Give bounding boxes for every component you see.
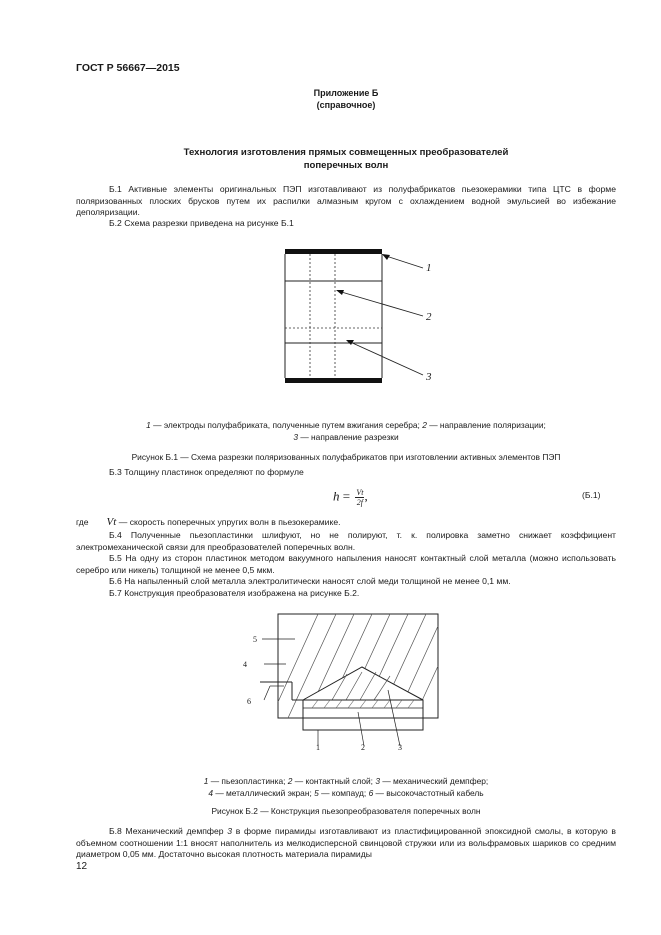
figure-b2-label-2: 2	[361, 743, 365, 752]
bottom-electrode	[285, 378, 382, 383]
formula-fraction: $\frac{Vt}{2f}$	[356, 488, 364, 507]
figure-b2-legend-line1: 1 — пьезопластинка; 2 — контактный слой; 3 — механический демпфер;	[203, 776, 489, 786]
paragraph-b7: Б.7 Конструкция преобразователя изображена на рисунке Б.2.	[109, 588, 360, 598]
figure-b2-caption: Рисунок Б.2 — Конструкция пьезопреобразователя поперечных волн	[211, 806, 481, 816]
leader-line-2	[338, 291, 423, 316]
paragraph-b4: Б.4 Полученные пьезопластинки шлифуют, но не полируют, т. к. полировка заметно снижает коэффициент электромеханической связи для преобразователей поперечных волн.	[76, 530, 616, 552]
paragraph-b8: Б.8 Механический демпфер 3 в форме пирамиды изготавливают из пластифицированной эпоксидной смолы, в которую в объемном соотношении 1:1 вносят наполнитель из мелкодисперсной свинцовой стружки или из вольфрамовых шариков со средним диаметром 0,05 мм. Достаточно высокая плотность материала пирамиды	[76, 826, 616, 859]
figure-b1-label-1: 1	[426, 262, 432, 274]
figure-b1-label-3: 3	[426, 371, 432, 383]
annex-subtitle: (справочное)	[316, 100, 376, 110]
figure-b2-label-5: 5	[253, 635, 257, 644]
leader-line-3	[348, 341, 423, 375]
figure-b2-legend	[76, 776, 616, 799]
paragraph-b2: Б.2 Схема разрезки приведена на рисунке Б.1	[109, 218, 294, 228]
figure-b2-label-3: 3	[398, 743, 402, 752]
figure-b1-legend	[76, 420, 616, 443]
formula-b1: h = $\frac{Vt}{2f}$ ,	[333, 488, 368, 507]
figure-b1-label-2: 2	[426, 311, 432, 323]
annex-heading	[76, 87, 616, 111]
section-title-line2: поперечных волн	[303, 159, 389, 171]
figure-b2-legend-line2: 4 — металлический экран; 5 — компауд; 6 — высокочастотный кабель	[208, 787, 484, 798]
paragraph-b3: Б.3 Толщину пластинок определяют по формуле	[109, 467, 304, 477]
piezo-plate	[303, 718, 423, 730]
arrow-head	[382, 254, 390, 260]
leader-line-1	[383, 255, 423, 268]
figure-b2-label-4: 4	[243, 660, 247, 669]
figure-b1-caption: Рисунок Б.1 — Схема разрезки поляризованных полуфабрикатов при изготовлении активных элементов ПЭП	[131, 452, 561, 462]
figure-b1-legend-line2: 3 — направление разрезки	[293, 431, 399, 442]
contact-layer	[303, 700, 423, 718]
section-title	[76, 147, 616, 172]
formula-explanation: где Vt — скорость поперечных упругих волн в пьезокерамике.	[76, 516, 341, 528]
figure-b2-diagram	[240, 612, 460, 767]
paragraph-b5: Б.5 На одну из сторон пластинок методом вакуумного напыления наносят контактный слой металла (можно использовать серебро или никель) толщиной не менее 0,5 мкм.	[76, 553, 616, 575]
formula-number: (Б.1)	[582, 490, 601, 500]
page-number: 12	[76, 861, 88, 872]
figure-b1-legend-line1: 1 — электроды полуфабриката, полученные путем вжигания серебра; 2 — направление поляризации;	[146, 420, 546, 430]
figure-b1-diagram	[270, 244, 450, 389]
document-id: ГОСТ Р 56667—2015	[76, 62, 180, 74]
figure-b2-label-1: 1	[316, 743, 320, 752]
leader-line-6	[264, 686, 270, 700]
section-title-line1: Технология изготовления прямых совмещенных преобразователей	[183, 147, 509, 158]
figure-b2-label-6: 6	[247, 697, 251, 706]
arrow-head	[336, 290, 344, 295]
paragraph-b1: Б.1 Активные элементы оригинальных ПЭП изготавливают из полуфабрикатов пьезокерамики типа ЦТС в форме поляризованных плоских брусков путем их распилки алмазным кругом с охлаждением водной эмульсией во избежание деполяризации.	[76, 184, 616, 217]
paragraph-b6: Б.6 На напыленный слой металла электролитически наносят слой меди толщиной не менее 0,1 мм.	[109, 576, 511, 586]
annex-title: Приложение Б	[313, 88, 379, 98]
top-electrode	[285, 249, 382, 254]
